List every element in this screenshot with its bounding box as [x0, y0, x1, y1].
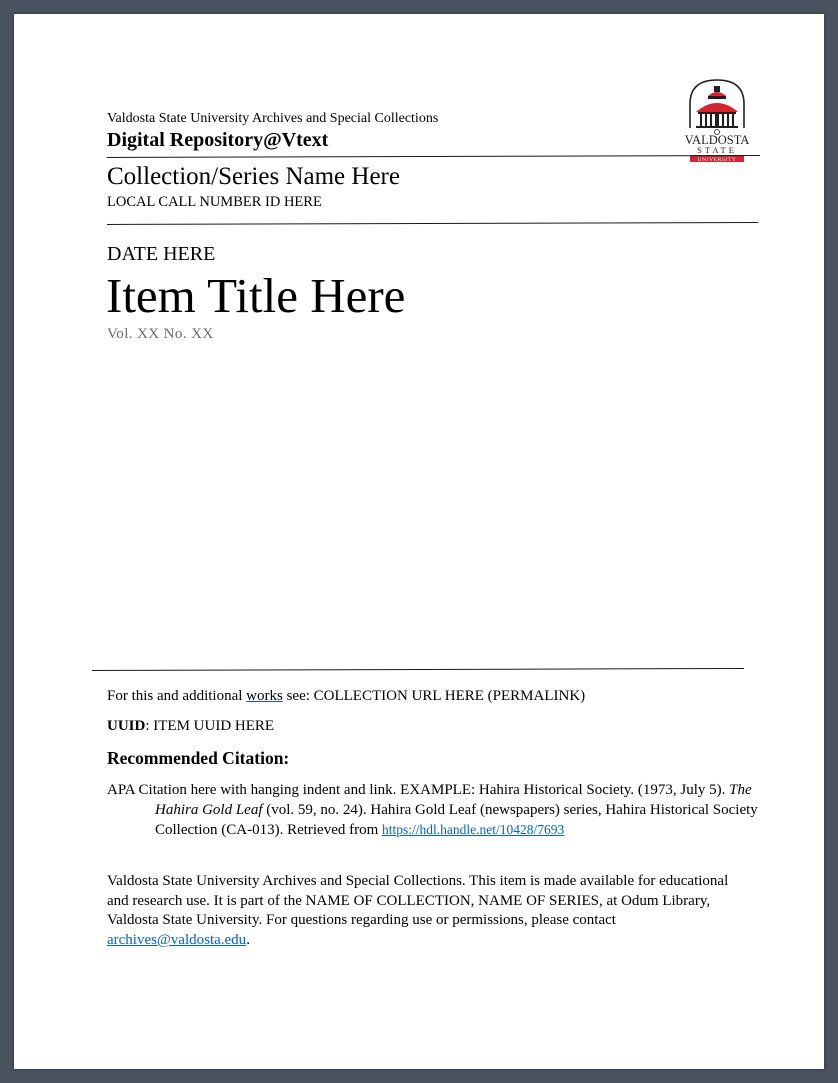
- additional-works-word: works: [246, 688, 283, 704]
- collection-name: Collection/Series Name Here: [107, 163, 400, 190]
- additional-prefix: For this and additional: [107, 688, 247, 704]
- header-divider: [107, 155, 760, 158]
- additional-suffix: see: COLLECTION URL HERE (PERMALINK): [282, 688, 586, 704]
- uuid-value: : ITEM UUID HERE: [145, 718, 275, 734]
- rights-text: Valdosta State University Archives and Special Collections. This item is made available for educational and research use. It is part of the NAME OF COLLECTION, NAME OF SERIES, at Odum Library, Valdosta State University. For questions regarding use or permissions, please contact: [107, 873, 729, 928]
- additional-works-line: [107, 687, 757, 707]
- rights-end: .: [246, 931, 250, 948]
- citation-link[interactable]: https://hdl.handle.net/10428/7693: [382, 822, 565, 837]
- collection-divider: [107, 222, 758, 225]
- uuid-label: UUID: [107, 718, 146, 734]
- item-title: Item Title Here: [106, 268, 406, 323]
- citation-heading: Recommended Citation:: [107, 748, 290, 768]
- institution-name: Valdosta State University Archives and Special Collections: [107, 111, 439, 126]
- citation-part2: (vol. 59, no. 24). Hahira Gold Leaf (newspapers) series, Hahira Historical Society Collection (CA-013). Retrieved from: [155, 801, 758, 838]
- item-volume: Vol. XX No. XX: [107, 326, 214, 342]
- vsu-logo-graphic: [684, 76, 750, 164]
- logo-text-university: UNIVERSITY: [697, 156, 737, 163]
- footer-divider: [92, 668, 744, 671]
- item-date: DATE HERE: [107, 243, 216, 265]
- citation-text: [107, 781, 772, 841]
- logo-text-state: STATE: [697, 145, 737, 155]
- uuid-line: [107, 717, 757, 737]
- citation-part1: APA Citation here with hanging indent and link. EXAMPLE: Hahira Historical Society. (1973, July 5).: [107, 782, 730, 798]
- logo-text-valdosta: VALDOSTA: [684, 133, 750, 147]
- archives-email-link[interactable]: archives@valdosta.edu: [107, 931, 247, 948]
- citation-italic-title: The Hahira Gold Leaf: [155, 782, 752, 818]
- document-page: [14, 14, 824, 1069]
- repository-name: Digital Repository@Vtext: [107, 129, 329, 151]
- rights-statement: [107, 872, 739, 950]
- call-number: LOCAL CALL NUMBER ID HERE: [107, 194, 322, 210]
- vsu-logo: [684, 76, 750, 164]
